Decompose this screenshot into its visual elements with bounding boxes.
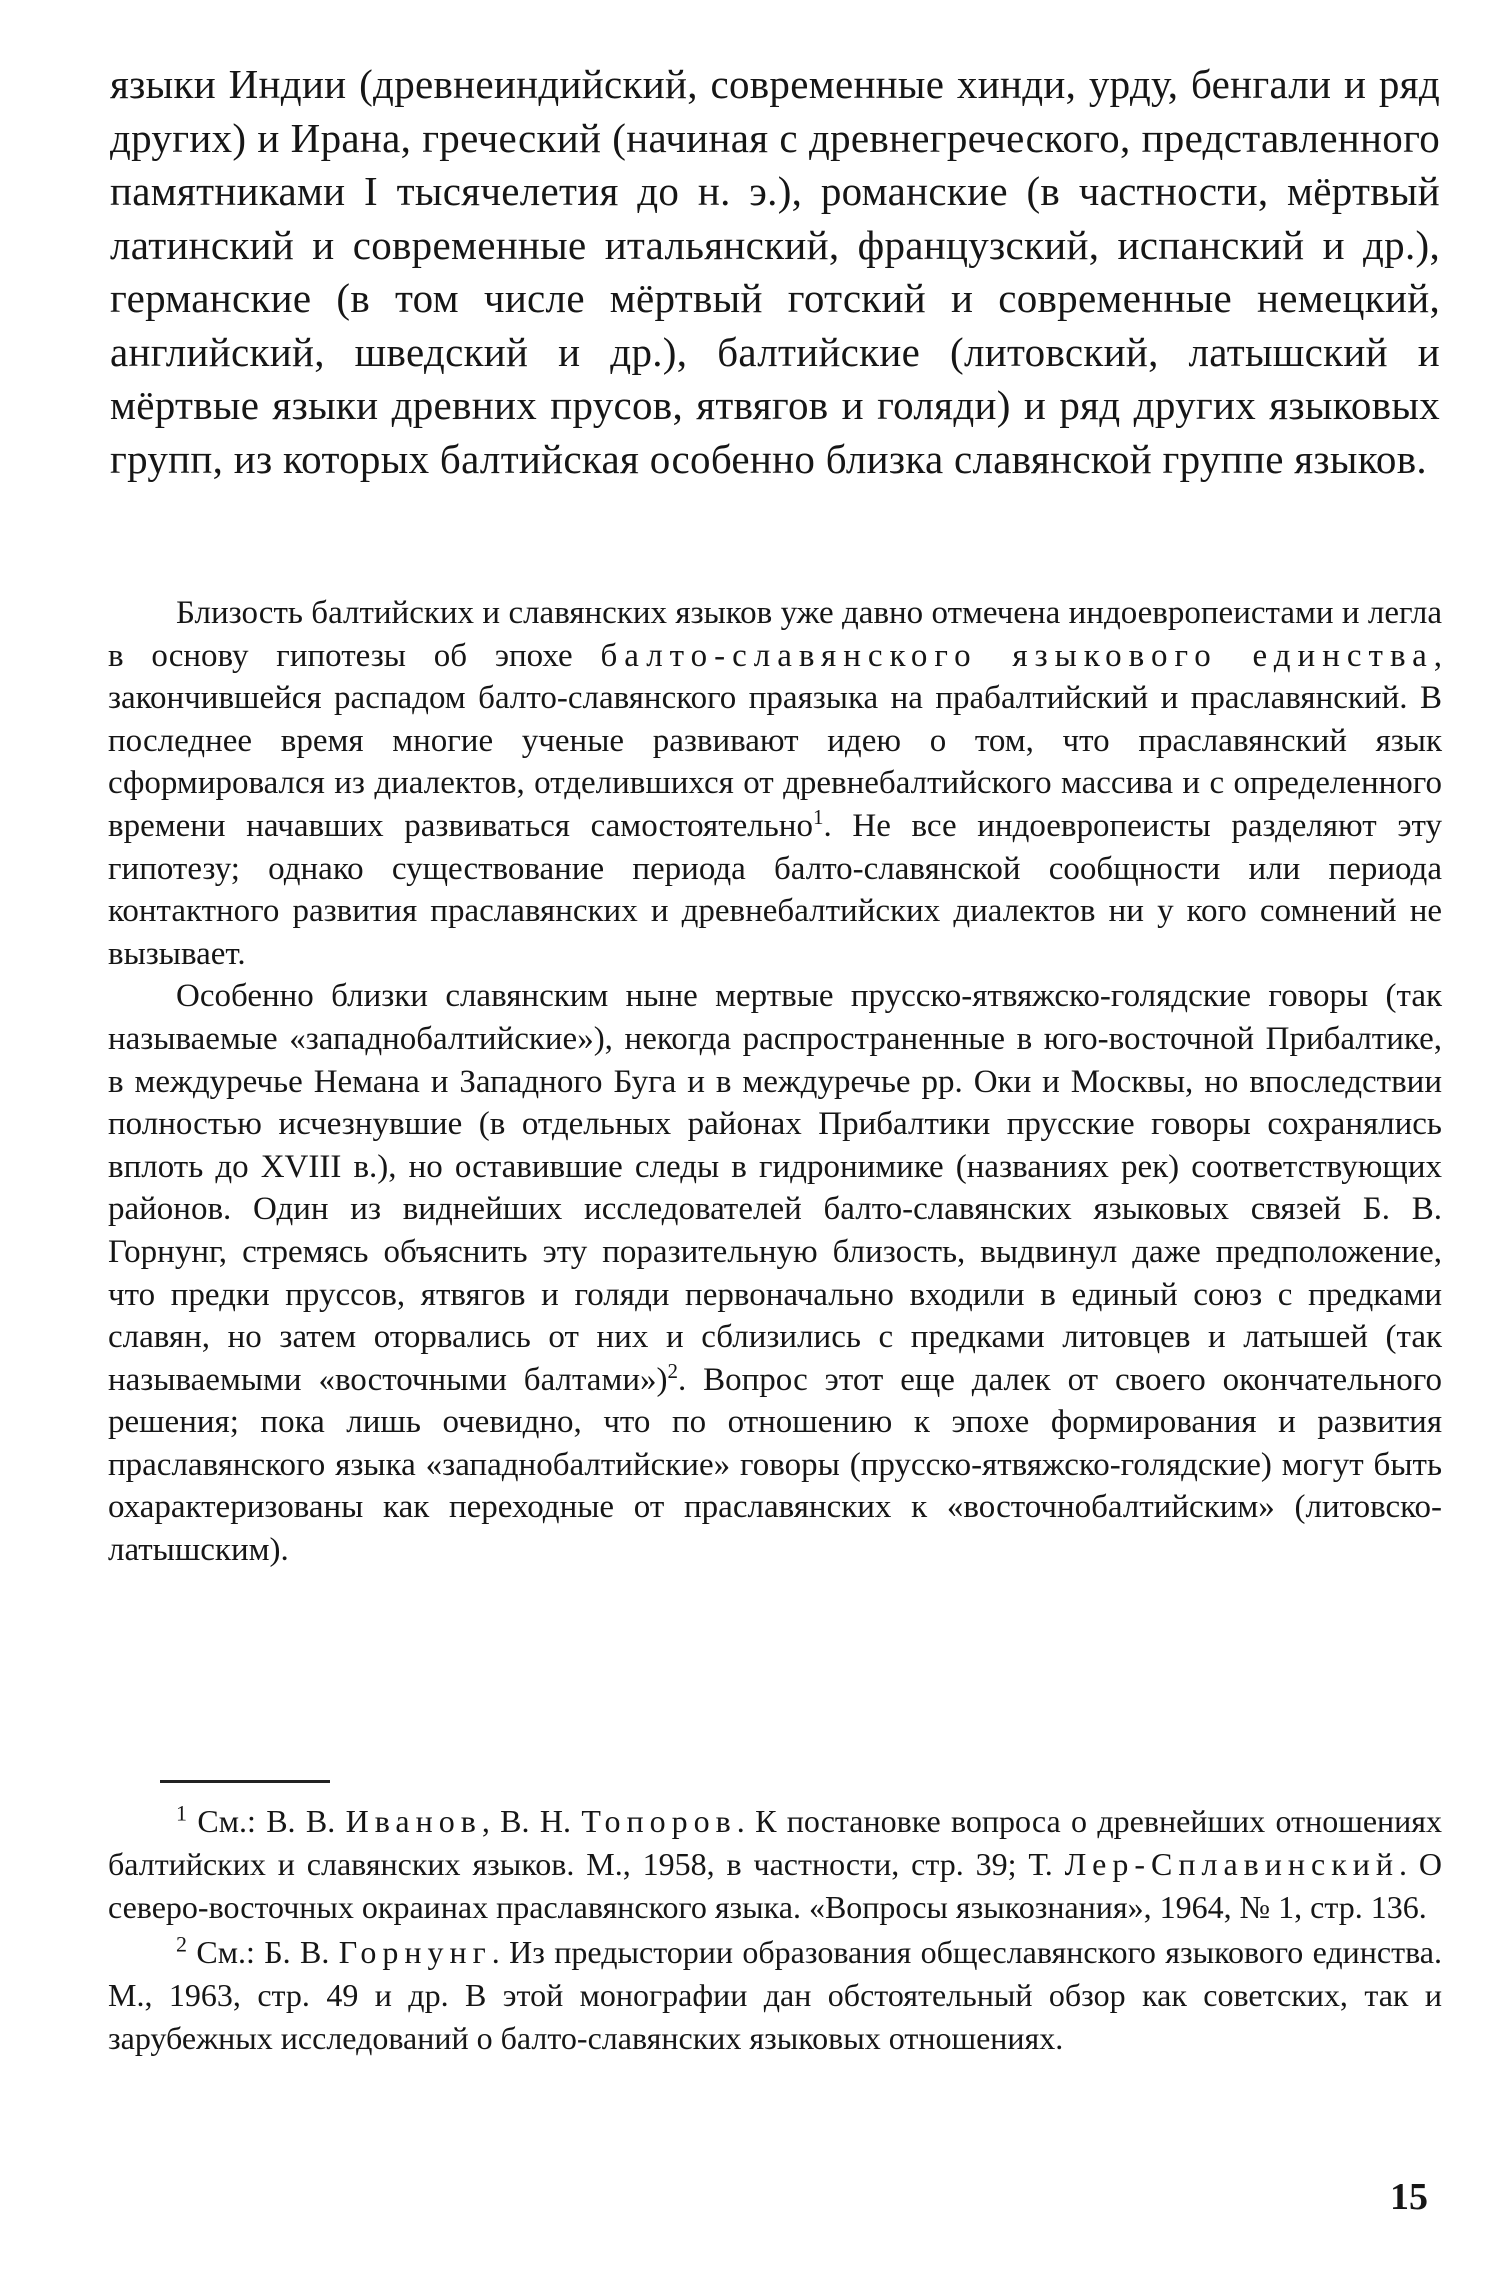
footnote-2: $^2$ См.: Б. В. Горнунг. Из предыстории образования общеславянского языкового единства. М., 1963, стр. 49 и др. В этой монографии дан обстоятельный обзор как советских, так и зарубежных исследований о балто-славянских языковых отношениях.: [108, 1931, 1443, 2056]
page-number: 15: [1390, 2176, 1428, 2218]
footnote-divider: [160, 1780, 330, 1783]
footnote-ref-2[interactable]: 2: [667, 1358, 678, 1383]
footnote-mark: 2: [176, 1931, 187, 1957]
main-text: [108, 592, 1442, 1572]
footnote-ref-1[interactable]: 1: [812, 804, 824, 829]
footnotes-section: [108, 1800, 1442, 2062]
author-name: Лер-Сплавинский: [1064, 1846, 1399, 1882]
emphasized-term: балто-славянского языкового единства: [600, 637, 1434, 674]
author-name: Горнунг: [338, 1934, 492, 1970]
paragraph-west-baltic-dialects: Особенно близки славянским ныне мертвые прусско-ятвяжско-голядские говоры (так называемые «западнобалтийские»), некогда распространенные в юго-восточной Прибалтике, в междуречье Немана и Западного Буга и в междуречье рр. Оки и Москвы, но впоследствии полностью исчезнувшие (в отдельных районах Прибалтики прусские говоры сохранялись вплоть до XVIII в.), но оставившие следы в гидронимике (названиях рек) соответствующих районов. Один из виднейших исследователей балто-славянских языковых связей Б. В. Горнунг, стремясь объяснить эту поразительную близость, выдвинул даже предположение, что предки пруссов, ятвягов и голяди первоначально входили в единый союз с предками славян, но затем оторвались от них и сблизились с предками литовцев и латышей (так называемыми «восточными балтами»)$^2$. Вопрос этот еще далек от своего окончательного решения; пока лишь очевидно, что по отношению к эпохе формирования и развития праславянского языка «западнобалтийские» говоры (прусско-ятвяжско-голядские) могут быть охарактеризованы как переходные от праславянских к «восточнобалтийским» (литовско-латышским).: [108, 978, 1442, 1569]
footnote-1: $^1$ См.: В. В. Иванов, В. Н. Топоров. К постановке вопроса о древнейших отношениях балтийских и славянских языков. М., 1958, в частности, стр. 39; Т. Лер-Сплавинский. О северо-восточных окраинах праславянского языка. «Вопросы языкознания», 1964, № 1, стр. 136.: [108, 1800, 1443, 1925]
author-name: Топоров: [581, 1803, 737, 1839]
top-paragraph: языки Индии (древнеиндийский, современные хинди, урду, бенгали и ряд других) и Ирана, греческий (начиная с древнегреческого, представленного памятниками I тысячелетия до н. э.), романские (в частности, мёртвый латинский и современные итальянский, французский, испанский и др.), германские (в том числе мёртвый готский и современные немецкий, английский, шведский и др.), балтийские (литовский, латышский и мёртвые языки древних прусов, ятвягов и голяди) и ряд других языковых групп, из которых балтийская особенно близка славянской группе языков.: [110, 61, 1440, 482]
paragraph-balto-slavic-unity: Близость балтийских и славянских языков уже давно отмечена индоевропеистами и легла в основу гипотезы об эпохе балто-славянского языкового единства, закончившейся распадом балто-славянского праязыка на прабалтийский и праславянский. В последнее время многие ученые развивают идею о том, что праславянский язык сформировался из диалектов, отделившихся от древнебалтийского массива и с определенного времени начавших развиваться самостоятельно$^1$. Не все индоевропеисты разделяют эту гипотезу; однако существование периода балто-славянской сообщности или периода контактного развития праславянских и древнебалтийских диалектов ни у кого сомнений не вызывает.: [108, 595, 1442, 972]
author-name: Иванов: [345, 1803, 482, 1839]
footnote-mark: 1: [176, 1800, 187, 1826]
